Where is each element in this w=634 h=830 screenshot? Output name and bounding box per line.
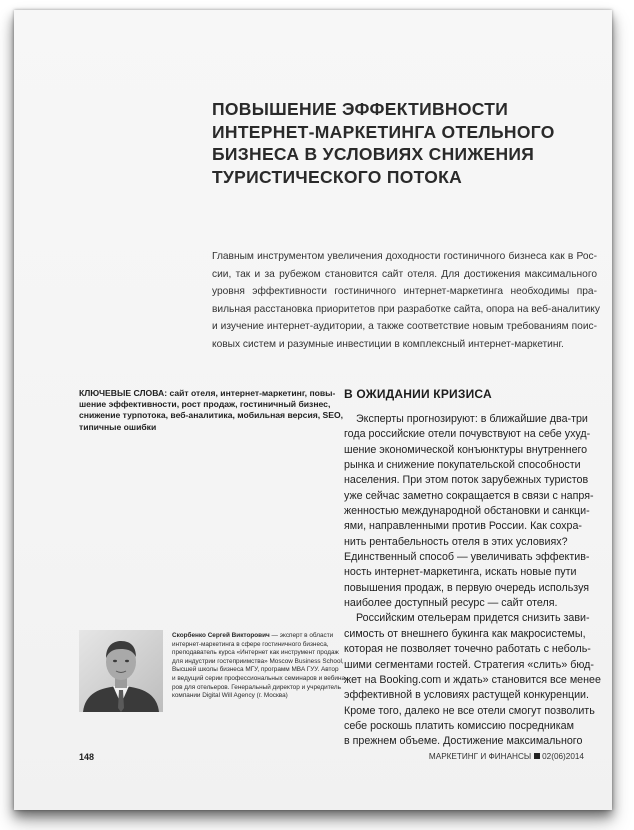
bio-line: компании Digital Will Agency (г. Москва) xyxy=(172,692,288,700)
body-line: Эксперты прогнозируют: в ближайшие два-три xyxy=(356,413,588,425)
body-line: года российские отели почувствуют на себе ухуд- xyxy=(344,428,591,441)
magazine-page xyxy=(14,10,612,810)
title-line: ИНТЕРНЕТ-МАРКЕТИНГА ОТЕЛЬНОГО xyxy=(212,121,555,142)
keywords-block xyxy=(79,388,344,433)
section-heading: В ОЖИДАНИИ КРИЗИСА xyxy=(344,387,492,401)
title-line: ТУРИСТИЧЕСКОГО ПОТОКА xyxy=(212,166,463,187)
author-photo xyxy=(79,630,163,712)
bio-line: и ведущий серии профессиональных семинаров и вебина- xyxy=(172,674,348,682)
lead-line: и изучение интернет-аудитории, а также соответствие новым требованиям поис- xyxy=(212,321,597,333)
title-line: БИЗНЕСА В УСЛОВИЯХ СНИЖЕНИЯ xyxy=(212,144,535,164)
square-bullet-icon xyxy=(534,753,540,759)
body-line: уже сейчас заметно сокращается в связи с напря- xyxy=(344,489,594,502)
body-line: Российским отельерам придется снизить зави- xyxy=(356,612,590,625)
body-line: себе роскошь платить комиссию посредникам xyxy=(344,719,574,732)
body-line: нить рентабельность отеля в этих условиях? xyxy=(344,535,568,548)
bio-line: преподаватель курса «Интернет как инструмент продаж xyxy=(172,649,339,657)
body-line: ность интернет-маркетинга, искать новые пути xyxy=(344,566,577,579)
keywords-line: шение эффективности, рост продаж, гостиничный бизнес, xyxy=(79,399,331,410)
lead-line: Главным инструментом увеличения доходности гостиничного бизнеса как в Рос- xyxy=(212,251,597,262)
lead-line: ковых систем и разумные инвестиции в комплексный интернет-маркетинг. xyxy=(212,338,564,350)
author-bio xyxy=(172,632,347,701)
body-line: повышения продаж, в первую очередь используя xyxy=(344,581,590,594)
bio-line: Высшей школы бизнеса МГУ, программ MBA ГУУ. Автор xyxy=(172,666,339,674)
bio-line xyxy=(172,632,347,641)
bio-line: ров для отельеров. Генеральный директор и учредитель xyxy=(172,683,341,691)
keywords-line: снижение турпотока, веб-аналитика, мобильная версия, SEO, xyxy=(79,410,344,421)
author-name: Скорбенко Сергей Викторович xyxy=(172,632,270,639)
keywords-line: типичные ошибки xyxy=(79,421,157,432)
bio-first: — эксперт в области xyxy=(269,632,334,639)
keywords-line: КЛЮЧЕВЫЕ СЛОВА: сайт отеля, интернет-маркетинг, повы- xyxy=(79,388,336,398)
body-line: Единственный способ — увеличивать эффектив- xyxy=(344,551,590,564)
article-lead xyxy=(212,248,600,354)
body-line: шими сегментами гостей. Стратегия «слить» бюд- xyxy=(344,658,594,671)
page-number: 148 xyxy=(79,752,95,762)
body-line: ями, направленными против России. Как сохра- xyxy=(344,520,582,533)
article-title xyxy=(212,98,572,188)
body-line: жет на Booking.com и ждать» становится все менее xyxy=(344,673,601,686)
body-line: наиболее доступный ресурс — сайт отеля. xyxy=(344,597,558,610)
article-body xyxy=(344,412,601,750)
body-line: населения. При этом поток зарубежных туристов xyxy=(344,474,589,487)
journal-name: МАРКЕТИНГ И ФИНАНСЫ xyxy=(428,752,532,761)
body-line: шение экономической конъюнктуры внутреннего xyxy=(344,443,588,456)
body-line: Кроме того, далеко не все отели смогут позволить xyxy=(344,704,595,717)
bio-line: интернет-маркетинга в сфере гостиничного бизнеса, xyxy=(172,640,329,648)
body-line: рынка и снижение покупательской способности xyxy=(344,459,581,472)
lead-line: уровня эффективности гостиничного интернет-маркетинга необходимы пра- xyxy=(212,286,597,298)
footer-journal xyxy=(429,752,584,761)
body-line: эффективной в условиях растущей конкуренции. xyxy=(344,689,589,702)
issue-number: 02(06)2014 xyxy=(542,752,584,761)
body-line: которая не позволяет точечно работать с неболь- xyxy=(344,643,591,656)
bio-line: для индустрии гостеприимства» Moscow Business School, xyxy=(172,657,344,665)
body-line: в прежнем объеме. Достижение максимального xyxy=(344,735,583,748)
body-line: симость от внешнего букинга как макросистемы, xyxy=(344,627,586,640)
lead-line: сии, так и за рубежом становится сайт отеля. Для достижения максимального xyxy=(212,268,597,280)
lead-line: вильная расстановка приоритетов при разработке сайта, опора на веб-аналитику xyxy=(212,303,600,315)
title-line: ПОВЫШЕНИЕ ЭФФЕКТИВНОСТИ xyxy=(212,99,509,119)
body-line: женностью международной обстановки и санкци- xyxy=(344,505,590,518)
